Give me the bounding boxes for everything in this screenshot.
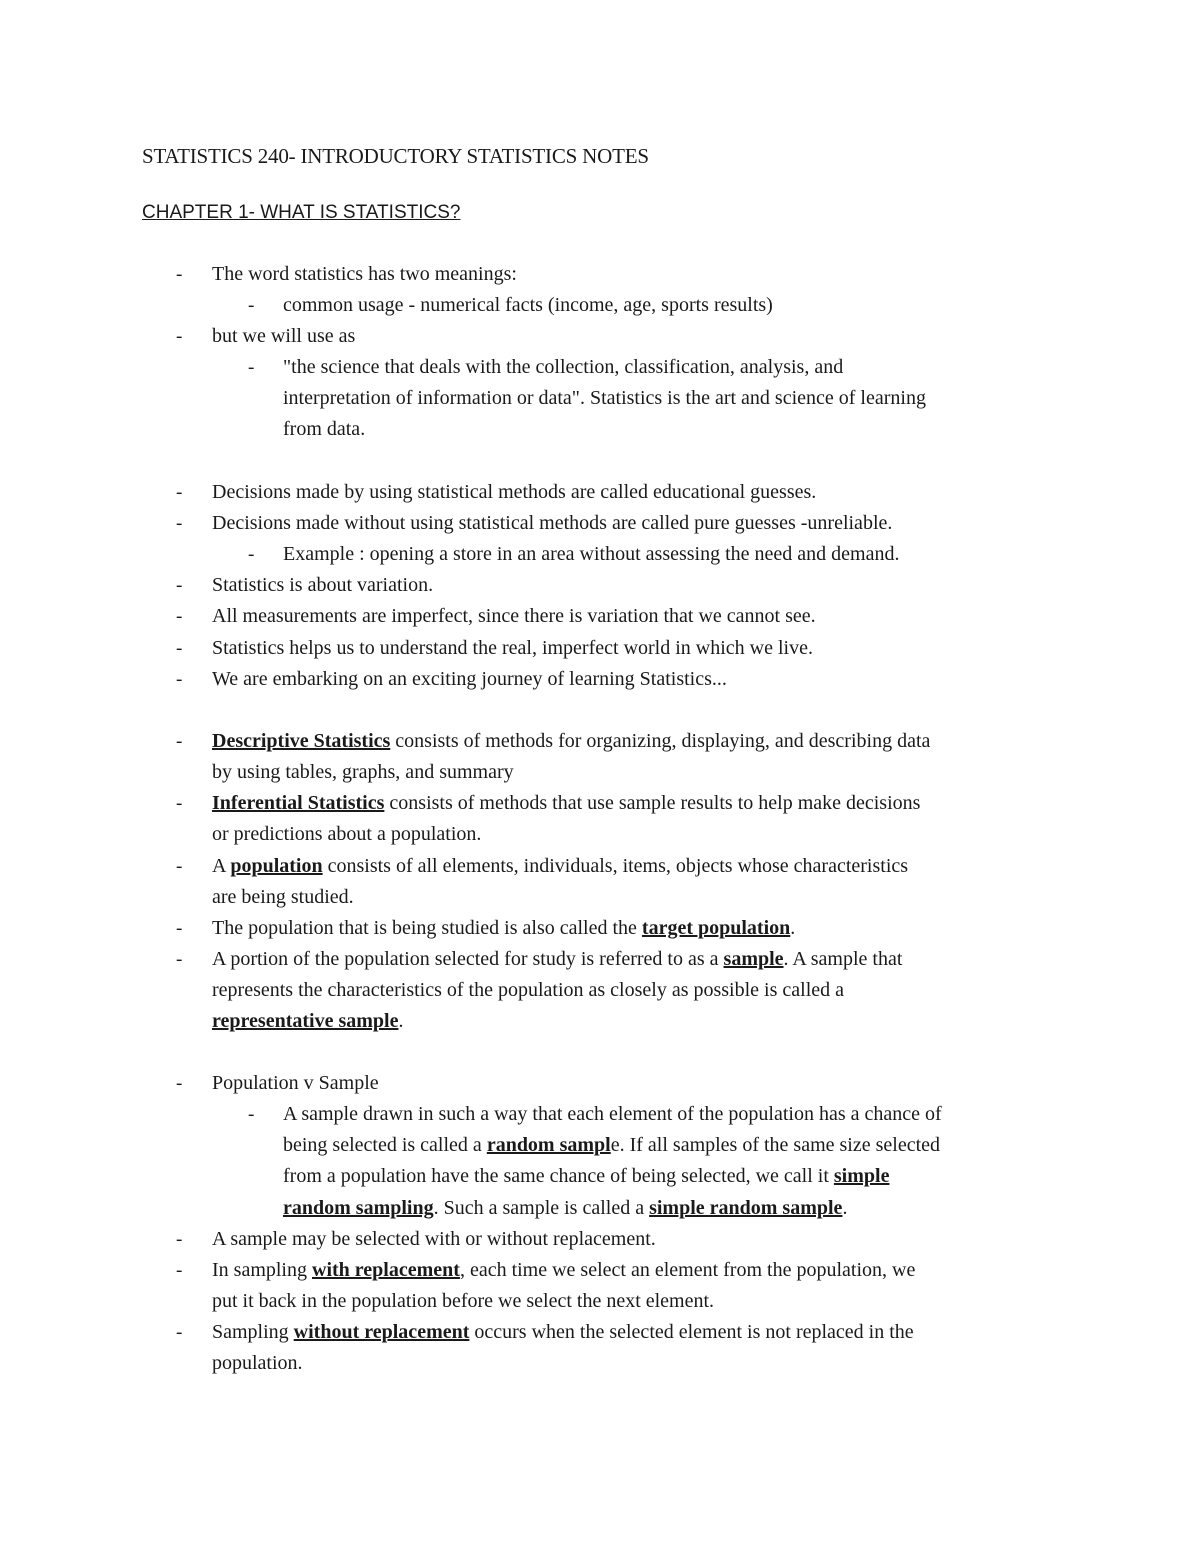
term-inferential-statistics: Inferential Statistics	[212, 792, 385, 814]
bullet-dash: -	[248, 295, 255, 316]
item-text: .	[790, 917, 796, 939]
list-item	[176, 1068, 1082, 1099]
item-text: Sampling	[212, 1321, 294, 1343]
bullet-dash: -	[176, 669, 183, 690]
term-simple-random-sampling: simple	[833, 1165, 890, 1188]
bullet-dash: -	[176, 482, 183, 503]
list-item	[176, 477, 1082, 508]
item-line	[212, 1317, 1082, 1348]
term-simple-random-sampling-cont: random sampling	[283, 1196, 434, 1219]
item-text: .	[842, 1196, 848, 1219]
bullet-dash: -	[176, 513, 183, 534]
bullet-dash: -	[176, 731, 183, 752]
item-text: We are embarking on an exciting journey of learning Statistics...	[212, 668, 727, 690]
bullet-dash: -	[248, 544, 255, 565]
term-without-replacement: without replacement	[293, 1321, 470, 1343]
item-line	[212, 944, 1082, 975]
bullet-dash: -	[176, 575, 183, 596]
item-text: population.	[212, 1352, 303, 1375]
bullet-dash: -	[176, 1260, 183, 1281]
list-item	[176, 601, 1082, 632]
list-item	[176, 664, 1082, 695]
list-item	[176, 1255, 1082, 1317]
term-sample: sample	[723, 948, 784, 970]
item-line	[212, 913, 1082, 944]
item-text: Statistics is about variation.	[212, 574, 434, 596]
list-item	[248, 352, 1083, 446]
item-text: e. If all samples of the same size selected	[610, 1134, 941, 1157]
term-random-sample: random sampl	[486, 1134, 611, 1157]
list-item	[176, 944, 1082, 1038]
list-item	[248, 1099, 1083, 1224]
item-text: common usage - numerical facts (income, age, sports results)	[283, 294, 773, 316]
list-item	[176, 913, 1082, 944]
term-target-population: target population	[641, 917, 791, 939]
list-item	[176, 570, 1082, 601]
list-item	[176, 726, 1082, 788]
bullet-dash: -	[176, 949, 183, 970]
document-title: STATISTICS 240- INTRODUCTORY STATISTICS NOTES	[142, 144, 649, 168]
list-item	[176, 259, 1082, 290]
item-line	[212, 726, 1082, 757]
item-line	[283, 1193, 1083, 1224]
item-text: from data.	[283, 418, 366, 441]
chapter-heading: CHAPTER 1- WHAT IS STATISTICS?	[142, 202, 461, 223]
item-line	[212, 1255, 1082, 1286]
item-text: . A sample that	[783, 948, 903, 970]
term-descriptive-statistics: Descriptive Statistics	[212, 730, 391, 752]
item-text: or predictions about a population.	[212, 823, 482, 846]
list-item	[248, 290, 1083, 321]
item-text: The population that is being studied is also called the	[212, 917, 642, 939]
item-text: In sampling	[212, 1259, 312, 1281]
bullet-dash: -	[176, 606, 183, 627]
bullet-dash: -	[176, 1229, 183, 1250]
item-line	[212, 1006, 1082, 1037]
list-item	[176, 851, 1082, 913]
term-population: population	[230, 855, 323, 877]
item-text: A portion of the population selected for study is referred to as a	[212, 948, 724, 970]
item-text: Decisions made without using statistical methods are called pure guesses -unreliable.	[212, 512, 893, 534]
bullet-dash: -	[176, 326, 183, 347]
item-text: put it back in the population before we select the next element.	[212, 1290, 715, 1313]
item-line	[283, 1130, 1083, 1161]
list-item	[176, 508, 1082, 539]
bullet-dash: -	[176, 793, 183, 814]
item-text: All measurements are imperfect, since there is variation that we cannot see.	[212, 605, 816, 627]
item-text: represents the characteristics of the population as closely as possible is called a	[212, 979, 845, 1002]
bullet-dash: -	[176, 638, 183, 659]
term-with-replacement: with replacement	[312, 1259, 460, 1281]
item-text: Decisions made by using statistical methods are called educational guesses.	[212, 481, 817, 503]
item-line	[283, 1161, 1083, 1192]
item-text: Statistics helps us to understand the real, imperfect world in which we live.	[212, 637, 813, 659]
item-line	[212, 851, 1082, 882]
bullet-dash: -	[248, 1104, 255, 1125]
item-text: by using tables, graphs, and summary	[212, 761, 514, 784]
item-text: . Such a sample is called a	[433, 1196, 650, 1219]
item-text: , each time we select an element from the population, we	[459, 1259, 916, 1281]
list-item	[176, 1224, 1082, 1255]
item-text: but we will use as	[212, 325, 356, 347]
list-item	[176, 788, 1082, 850]
bullet-dash: -	[176, 264, 183, 285]
item-text: are being studied.	[212, 886, 354, 909]
list-item	[176, 633, 1082, 664]
item-text: "the science that deals with the collection, classification, analysis, and	[283, 356, 844, 378]
item-text: interpretation of information or data". Statistics is the art and science of learning	[283, 387, 926, 410]
list-item	[176, 1317, 1082, 1379]
item-text: Example : opening a store in an area without assessing the need and demand.	[283, 543, 900, 565]
item-text: occurs when the selected element is not replaced in the	[469, 1321, 914, 1343]
bullet-dash: -	[176, 1322, 183, 1343]
bullet-dash: -	[248, 357, 255, 378]
item-text: A sample may be selected with or without replacement.	[212, 1228, 656, 1250]
bullet-dash: -	[176, 856, 183, 877]
list-item	[176, 321, 1082, 352]
item-text: being selected is called a	[283, 1134, 487, 1157]
item-text: from a population have the same chance of being selected, we call it	[283, 1165, 834, 1188]
term-simple-random-sample: simple random sample	[649, 1196, 843, 1219]
list-item	[248, 539, 1083, 570]
bullet-dash: -	[176, 918, 183, 939]
term-representative-sample: representative sample	[212, 1010, 399, 1033]
item-text: A sample drawn in such a way that each element of the population has a chance of	[283, 1103, 942, 1125]
bullet-dash: -	[176, 1073, 183, 1094]
item-text: The word statistics has two meanings:	[212, 263, 517, 285]
item-text: consists of all elements, individuals, items, objects whose characteristics	[322, 855, 909, 877]
item-text: consists of methods for organizing, displaying, and describing data	[390, 730, 931, 752]
item-text: .	[398, 1010, 404, 1033]
item-line	[212, 788, 1082, 819]
item-text: A	[212, 855, 231, 877]
item-text: Population v Sample	[212, 1072, 379, 1094]
item-text: consists of methods that use sample results to help make decisions	[384, 792, 921, 814]
